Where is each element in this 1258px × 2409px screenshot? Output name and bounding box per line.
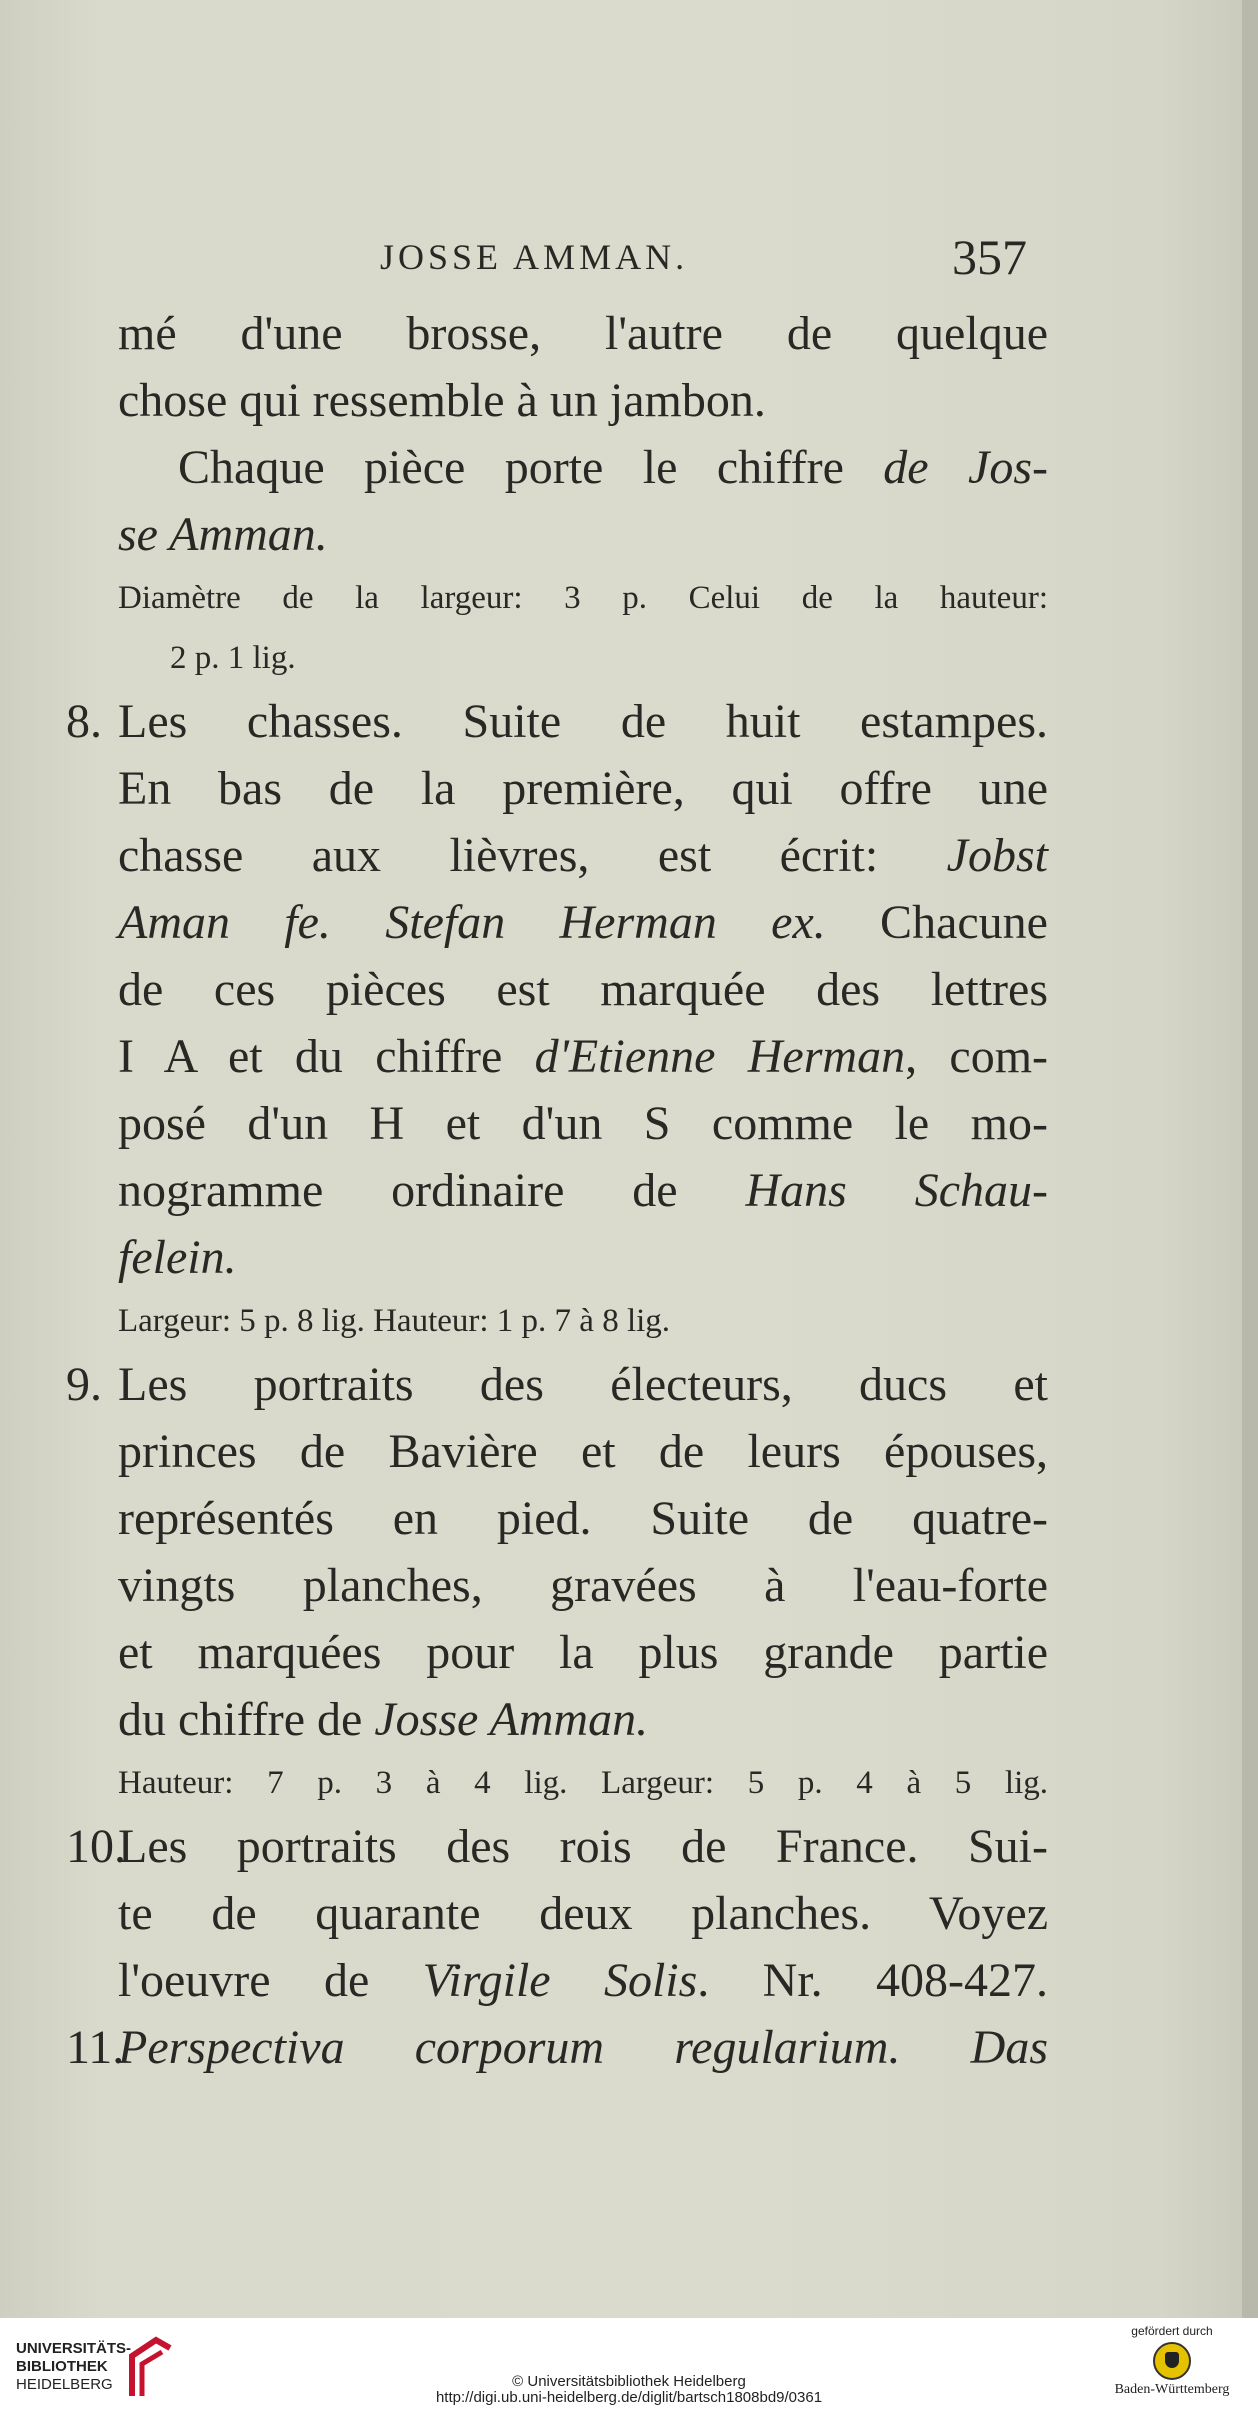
line-text: de ces pièces est marquée des lettres [118,963,1048,1016]
text-line [66,2014,1048,2081]
text-line [66,1813,1048,1880]
dimension-line [118,1753,1048,1813]
entry-number: 11. [66,2021,125,2074]
line-segment: I A et du chiffre [118,1030,535,1083]
funder-block [1102,2324,1242,2398]
italic-segment: de Jos- [883,441,1048,494]
line-text: vingts planches, gravées à l'eau-forte [118,1559,1048,1612]
text-line [118,1686,1048,1753]
line-text: Les chasses. Suite de huit estampes. [118,695,1048,748]
text-line [66,1351,1048,1418]
dimension-line [118,568,1048,628]
line-text: et marquées pour la plus grande partie [118,1626,1048,1679]
text-line [118,755,1048,822]
footer-bar [0,2318,1258,2409]
line-text: princes de Bavière et de leurs épouses, [118,1425,1048,1478]
italic-segment: Josse Amman. [374,1693,649,1746]
library-name-line2: BIBLIOTHEK [16,2358,108,2375]
line-segment: Chacune [825,896,1048,949]
entry-number: 8. [66,695,102,748]
state-seal-icon [1153,2342,1191,2380]
line-segment: du chiffre de [118,1693,375,1746]
line-text: Les portraits des électeurs, ducs et [118,1358,1048,1411]
text-line [118,1880,1048,1947]
line-segment: nogramme ordinaire de [118,1164,746,1217]
italic-segment: d'Etienne Herman [534,1030,906,1083]
text-line [118,956,1048,1023]
text-line [118,1224,1048,1291]
entry-number: 9. [66,1358,102,1411]
page-number: 357 [952,229,1027,285]
line-text: chose qui ressemble à un jambon. [118,374,766,427]
text-line [118,1418,1048,1485]
italic-segment: felein. [118,1231,237,1284]
text-line [118,501,1048,568]
line-text: mé d'une brosse, l'autre de quelque [118,307,1048,360]
text-line [118,1485,1048,1552]
funded-by-label: gefördert durch [1131,2324,1213,2338]
line-segment: , com- [905,1030,1049,1083]
italic-segment: Hans Schau- [745,1164,1048,1217]
source-url[interactable]: http://digi.ub.uni-heidelberg.de/diglit/bartsch1808bd9/0361 [435,2389,823,2406]
funder-name: Baden-Württemberg [1114,2382,1230,2397]
text-line [118,367,1048,434]
text-line [66,688,1048,755]
italic-segment: Virgile Solis [422,1954,698,2007]
line-segment: chasse aux lièvres, est écrit: [118,829,947,882]
text-line [118,1619,1048,1686]
italic-segment: se Amman. [118,508,328,561]
text-line [118,434,1048,501]
dimension-line [118,628,1048,688]
text-line [118,1947,1048,2014]
italic-segment: Perspectiva corporum regularium. Das [118,2021,1048,2074]
text-line [118,889,1048,956]
text-line [118,822,1048,889]
line-text: Les portraits des rois de France. Sui- [118,1820,1048,1873]
line-text: 2 p. 1 lig. [170,640,296,676]
running-title: JOSSE AMMAN. [380,237,689,277]
text-line [118,1023,1048,1090]
copyright-text: © Universitätsbibliothek Heidelberg [512,2373,746,2390]
copyright-notice [0,2374,1258,2406]
text-line [118,1157,1048,1224]
line-segment: Chaque pièce porte le chiffre [178,441,884,494]
running-header [0,228,1258,288]
line-text: représentés en pied. Suite de quatre- [118,1492,1048,1545]
line-segment: l'oeuvre de [118,1954,423,2007]
body-text [66,300,1049,2081]
entry-number: 10. [66,1820,126,1873]
line-text: Largeur: 5 p. 8 lig. Hauteur: 1 p. 7 à 8 lig. [118,1303,671,1339]
line-text: En bas de la première, qui offre une [118,762,1048,815]
line-text: te de quarante deux planches. Voyez [118,1887,1048,1940]
dimension-line [118,1291,1048,1351]
line-text: Hauteur: 7 p. 3 à 4 lig. Largeur: 5 p. 4 à 5 lig. [118,1765,1048,1801]
library-name-line1: UNIVERSITÄTS- [16,2340,132,2357]
text-line [118,300,1048,367]
library-name-line3: HEIDELBERG [16,2376,113,2393]
line-segment: . Nr. 408-427. [697,1954,1048,2007]
line-text: posé d'un H et d'un S comme le mo- [118,1097,1048,1150]
italic-segment: Jobst [946,829,1048,882]
text-line [118,1090,1048,1157]
line-text: Diamètre de la largeur: 3 p. Celui de la hauteur: [118,580,1048,616]
page-edge [1242,0,1258,2318]
italic-segment: Aman fe. Stefan Herman ex. [118,896,826,949]
text-line [118,1552,1048,1619]
